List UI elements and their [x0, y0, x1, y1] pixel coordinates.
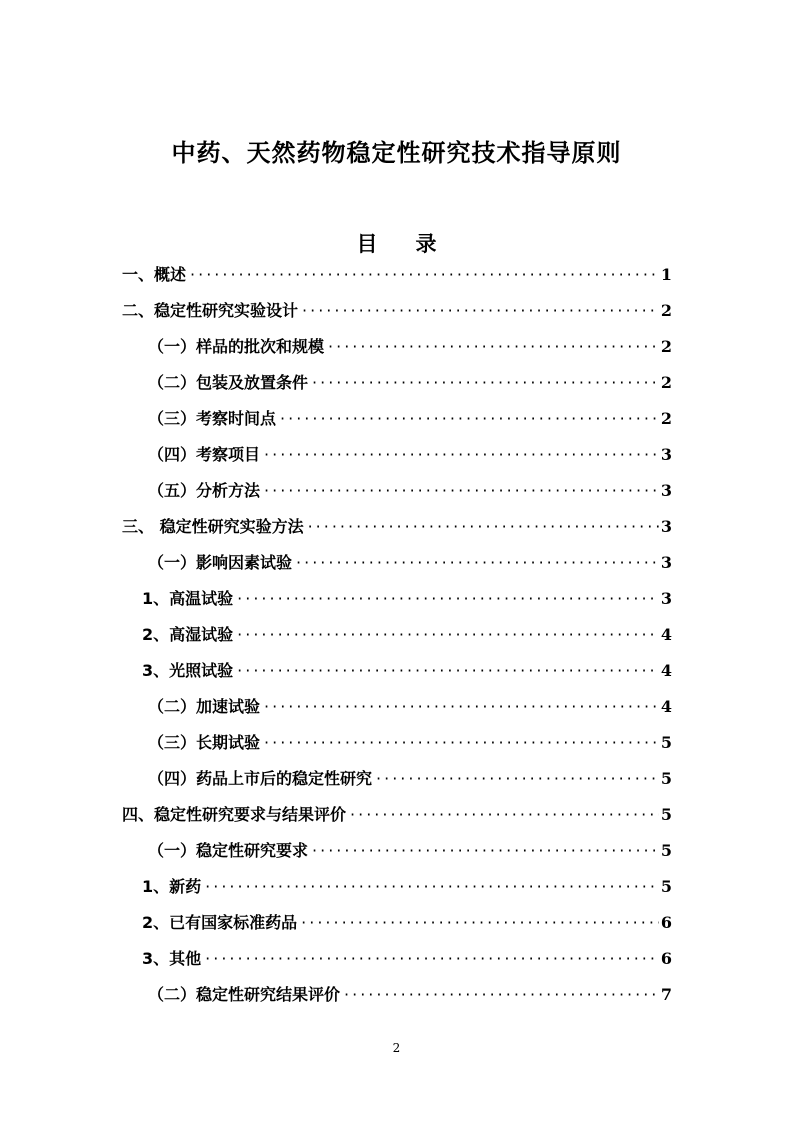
toc-entry-page: 5: [660, 733, 672, 752]
toc-entry-page: 2: [660, 301, 672, 320]
toc-entry-influence-factors[interactable]: [148, 550, 672, 586]
toc-entry-label: 四、稳定性研究要求与结果评价: [122, 805, 347, 824]
toc-entry-results-evaluation[interactable]: [148, 982, 672, 1018]
toc-entry-page: 5: [660, 877, 672, 896]
page-number: 2: [392, 1041, 401, 1055]
toc-entry-page: 6: [660, 913, 672, 932]
toc-entry-page: 6: [660, 949, 672, 968]
toc-entry-high-humidity[interactable]: [142, 622, 672, 658]
toc-entry-label: 三、 稳定性研究实验方法: [122, 517, 304, 536]
toc-entry-label: 2、高湿试验: [142, 625, 234, 644]
toc-entry-post-market[interactable]: [148, 766, 672, 802]
toc-heading-left: 目: [356, 232, 378, 256]
toc-entry-label: 3、光照试验: [142, 661, 234, 680]
toc-leader: [264, 733, 659, 752]
toc-leader: [190, 265, 659, 284]
toc-leader: [237, 661, 659, 680]
toc-leader: [312, 841, 659, 860]
toc-leader: [237, 589, 659, 608]
toc-entry-test-items[interactable]: [148, 442, 672, 478]
toc-entry-label: （一）影响因素试验: [148, 553, 293, 572]
toc-leader: [205, 877, 659, 896]
toc-entry-experiment-methods[interactable]: [122, 514, 672, 550]
toc-entry-page: 3: [660, 517, 672, 536]
toc-entry-page: 5: [660, 769, 672, 788]
toc-entry-label: 1、高温试验: [142, 589, 234, 608]
toc-entry-page: 4: [660, 625, 672, 644]
toc-leader: [376, 769, 659, 788]
toc-entry-packaging[interactable]: [148, 370, 672, 406]
toc-heading: [0, 228, 793, 258]
toc-entry-label: （四）考察项目: [148, 445, 261, 464]
toc-entry-page: 3: [660, 553, 672, 572]
toc-entry-page: 3: [660, 589, 672, 608]
toc-leader: [301, 913, 659, 932]
toc-entry-label: （二）加速试验: [148, 697, 261, 716]
toc-entry-page: 2: [660, 373, 672, 392]
toc-leader: [328, 337, 659, 356]
toc-entry-analysis-methods[interactable]: [148, 478, 672, 514]
toc-entry-page: 4: [660, 661, 672, 680]
toc-entry-label: 1、新药: [142, 877, 202, 896]
document-title: 中药、天然药物稳定性研究技术指导原则: [171, 139, 622, 167]
toc-entry-page: 4: [660, 697, 672, 716]
toc-entry-page: 3: [660, 445, 672, 464]
toc-leader: [296, 553, 659, 572]
toc-entry-national-standard[interactable]: [142, 910, 672, 946]
toc-entry-label: 二、稳定性研究实验设计: [122, 301, 299, 320]
toc-entry-label: （二）包装及放置条件: [148, 373, 309, 392]
toc-entry-label: 2、已有国家标准药品: [142, 913, 298, 932]
toc-leader: [237, 625, 659, 644]
toc-leader: [308, 517, 659, 536]
toc-entry-high-temp[interactable]: [142, 586, 672, 622]
toc-entry-label: （一）稳定性研究要求: [148, 841, 309, 860]
toc-leader: [280, 409, 659, 428]
toc-leader: [264, 445, 659, 464]
toc-entry-label: 一、概述: [122, 265, 187, 284]
toc-entry-page: 5: [660, 841, 672, 860]
toc-entry-accelerated[interactable]: [148, 694, 672, 730]
toc-leader: [312, 373, 659, 392]
toc-entry-page: 1: [660, 265, 672, 284]
toc-heading-right: 录: [415, 232, 437, 256]
toc-leader: [302, 301, 659, 320]
toc-leader: [264, 481, 659, 500]
toc-entry-label: 3、其他: [142, 949, 202, 968]
toc-entry-page: 3: [660, 481, 672, 500]
toc-entry-requirements-evaluation[interactable]: [122, 802, 672, 838]
toc-entry-page: 2: [660, 409, 672, 428]
toc-entry-requirements[interactable]: [148, 838, 672, 874]
toc-entry-long-term[interactable]: [148, 730, 672, 766]
toc-entry-light[interactable]: [142, 658, 672, 694]
toc-leader: [350, 805, 659, 824]
toc-entry-label: （一）样品的批次和规模: [148, 337, 325, 356]
toc-entry-overview[interactable]: [122, 262, 672, 298]
toc-entry-page: 7: [660, 985, 672, 1004]
toc-entry-experiment-design[interactable]: [122, 298, 672, 334]
toc-entry-time-points[interactable]: [148, 406, 672, 442]
toc-entry-page: 2: [660, 337, 672, 356]
toc-entry-page: 5: [660, 805, 672, 824]
toc-entry-label: （四）药品上市后的稳定性研究: [148, 769, 373, 788]
toc-entry-label: （五）分析方法: [148, 481, 261, 500]
toc-leader: [344, 985, 659, 1004]
toc-entry-new-drugs[interactable]: [142, 874, 672, 910]
toc-entry-batch-scale[interactable]: [148, 334, 672, 370]
toc-entry-label: （二）稳定性研究结果评价: [148, 985, 341, 1004]
toc-leader: [264, 697, 659, 716]
toc-entry-label: （三）长期试验: [148, 733, 261, 752]
toc-leader: [205, 949, 659, 968]
toc-entry-label: （三）考察时间点: [148, 409, 277, 428]
toc-entry-other[interactable]: [142, 946, 672, 982]
